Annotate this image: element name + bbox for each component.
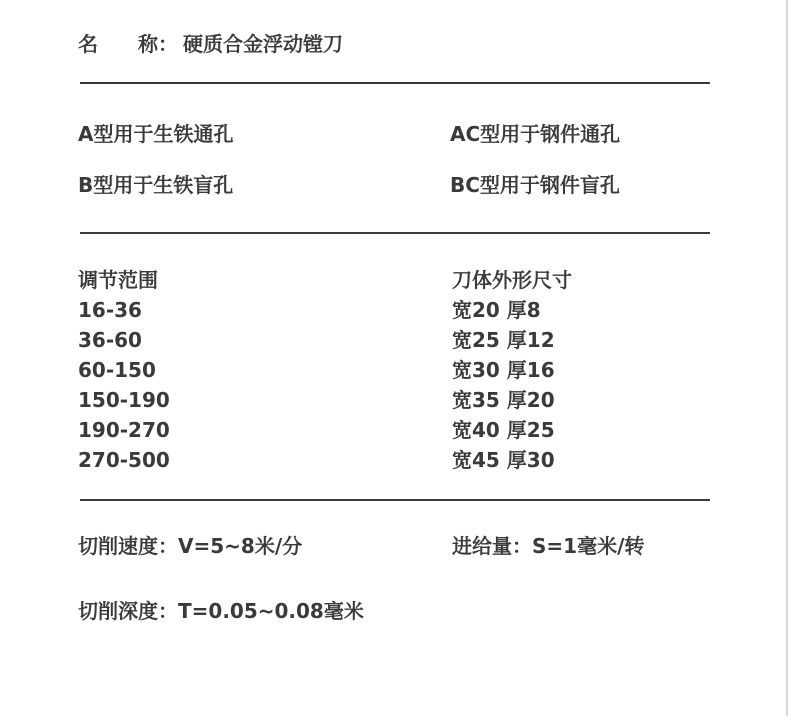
divider-1 [80, 82, 710, 84]
table-cell-range: 16-36 [78, 298, 142, 322]
table-cell-range: 36-60 [78, 328, 142, 352]
divider-2 [80, 232, 710, 234]
table-cell-size: 宽25 厚12 [452, 328, 555, 352]
table-cell-size: 宽40 厚25 [452, 418, 555, 442]
table-cell-range: 270-500 [78, 448, 170, 472]
type-bc: BC型用于钢件盲孔 [450, 173, 620, 197]
cut-speed: 切削速度：V=5~8米/分 [78, 534, 303, 558]
feed-rate: 进给量：S=1毫米/转 [452, 534, 645, 558]
table-cell-size: 宽20 厚8 [452, 298, 541, 322]
divider-3 [80, 499, 710, 501]
cut-depth: 切削深度：T=0.05~0.08毫米 [78, 599, 364, 623]
type-a: A型用于生铁通孔 [78, 122, 234, 146]
product-name-label: 名 称： [78, 32, 178, 56]
table-cell-range: 150-190 [78, 388, 170, 412]
table-cell-size: 宽30 厚16 [452, 358, 555, 382]
table-cell-range: 190-270 [78, 418, 170, 442]
type-ac: AC型用于钢件通孔 [450, 122, 621, 146]
table-cell-range: 60-150 [78, 358, 156, 382]
table-header-range: 调节范围 [78, 268, 158, 292]
table-header-size: 刀体外形尺寸 [452, 268, 572, 292]
table-cell-size: 宽45 厚30 [452, 448, 555, 472]
product-name-value: 硬质合金浮动镗刀 [183, 32, 343, 56]
type-b: B型用于生铁盲孔 [78, 173, 234, 197]
table-cell-size: 宽35 厚20 [452, 388, 555, 412]
